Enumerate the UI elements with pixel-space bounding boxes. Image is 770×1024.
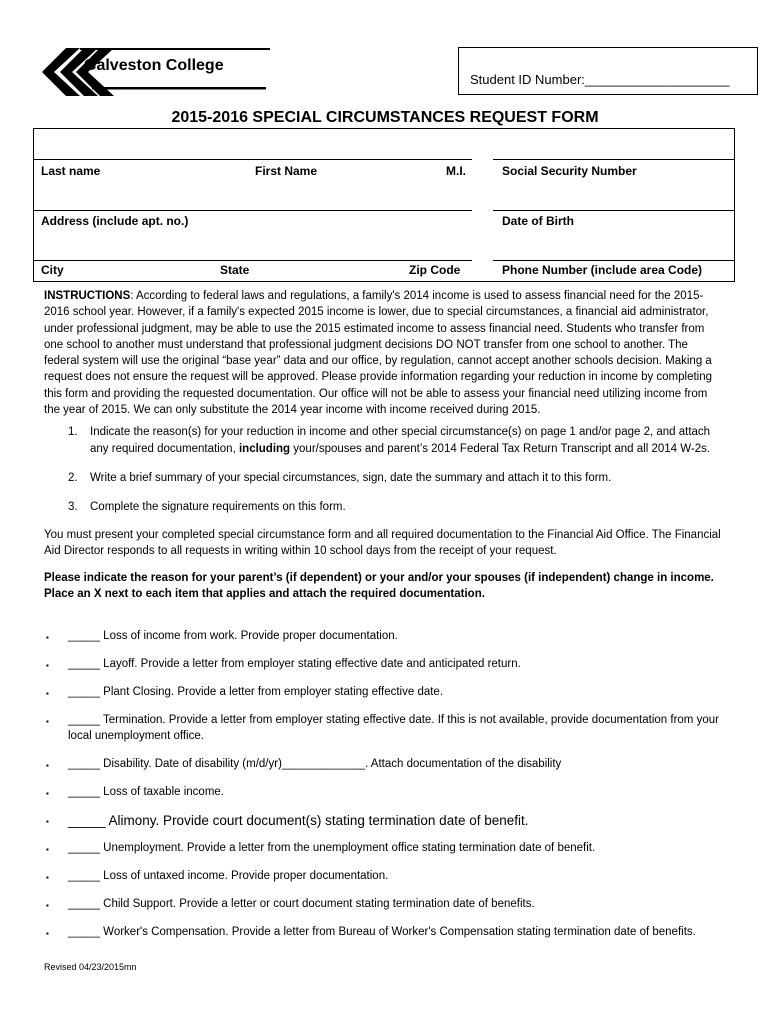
dob-line[interactable] bbox=[493, 210, 735, 211]
step-item bbox=[44, 499, 724, 515]
bullet-icon: ▪ bbox=[46, 633, 49, 642]
step-text: Write a brief summary of your special circumstances, sign, date the summary and attach it to this form. bbox=[90, 471, 612, 484]
reason-item[interactable] bbox=[44, 841, 734, 857]
student-info-box bbox=[33, 128, 735, 282]
step-number: 2. bbox=[68, 471, 78, 484]
reason-prompt: Please indicate the reason for your parent’s (if dependent) or your and/or your spouses (if independent) change in income. Place an X next to each item that applies and attach the required documentation. bbox=[44, 572, 714, 601]
reason-text: _____ Loss of income from work. Provide proper documentation. bbox=[68, 630, 398, 642]
zip-label: Zip Code bbox=[409, 263, 461, 277]
reason-text: _____ Worker's Compensation. Provide a letter from Bureau of Worker's Compensation stating termination date of benefits. bbox=[68, 925, 696, 938]
reason-text: _____ Unemployment. Provide a letter from the unemployment office stating termination date of benefit. bbox=[68, 841, 596, 854]
address-line[interactable] bbox=[34, 210, 472, 211]
first-name-label: First Name bbox=[255, 164, 318, 178]
step-number: 3. bbox=[68, 501, 78, 514]
reason-item[interactable] bbox=[44, 897, 734, 913]
reason-item[interactable] bbox=[44, 713, 734, 744]
phone-label: Phone Number (include area Code) bbox=[502, 263, 703, 277]
step-number: 1. bbox=[68, 426, 78, 439]
last-name-label: Last name bbox=[41, 164, 101, 178]
reason-item[interactable] bbox=[44, 757, 734, 773]
college-name: Galveston College bbox=[84, 57, 224, 74]
form-title: 2015-2016 SPECIAL CIRCUMSTANCES REQUEST FORM bbox=[171, 109, 599, 126]
reason-item[interactable] bbox=[44, 925, 734, 941]
reason-text: _____ Loss of untaxed income. Provide proper documentation. bbox=[68, 869, 389, 882]
name-line[interactable] bbox=[34, 159, 472, 160]
reason-item[interactable] bbox=[44, 813, 734, 829]
reason-item[interactable] bbox=[44, 785, 734, 801]
step-item bbox=[44, 470, 724, 486]
bullet-icon: ▪ bbox=[46, 788, 49, 798]
phone-line[interactable] bbox=[493, 260, 735, 261]
city-line[interactable] bbox=[34, 260, 472, 261]
ssn-label: Social Security Number bbox=[502, 164, 637, 178]
dob-label: Date of Birth bbox=[502, 214, 574, 228]
reason-text: _____ Child Support. Provide a letter or court document stating termination date of benefits. bbox=[68, 897, 535, 910]
reason-text: _____ Alimony. Provide court document(s) stating termination date of benefit. bbox=[68, 812, 529, 828]
step-text: Complete the signature requirements on this form. bbox=[90, 501, 346, 514]
reason-text: _____ Plant Closing. Provide a letter from employer stating effective date. bbox=[68, 686, 444, 698]
bullet-icon: ▪ bbox=[46, 717, 49, 726]
instructions-paragraph bbox=[44, 288, 724, 418]
instructions-body: : According to federal laws and regulations, a family's 2014 income is used to assess financial need for the 2015-2016 school year. However, if a family's expected 2015 income is lower, due to special circumstances, a financial aid administrator, under professional judgment, may be able to use the 2015 estimated income to assess financial need. Students who transfer from one school to another must understand that professional judgment decisions DO NOT transfer from one school to another. The federal system will use the original “base year” data and our office, by regulation, cannot accept another schools decision. Making a request does not ensure the request will be approved. Please provide information regarding your reduction in income by completing this form and providing the requested documentation. Our office will not be able to assess your financial need utilizing income from the year of 2015. We can only substitute the 2014 year income with income received during 2015. bbox=[44, 290, 713, 417]
bullet-icon: ▪ bbox=[46, 689, 49, 698]
student-id-box bbox=[458, 47, 758, 95]
city-label: City bbox=[41, 263, 64, 277]
bullet-icon: ▪ bbox=[46, 760, 49, 770]
instructions-heading: INSTRUCTIONS bbox=[44, 290, 131, 302]
state-label: State bbox=[220, 263, 250, 277]
reason-item[interactable] bbox=[44, 657, 734, 673]
bullet-icon: ▪ bbox=[46, 816, 49, 826]
submit-note: You must present your completed special circumstance form and all required documentation to the Financial Aid Office. The Financial Aid Director responds to all requests in writing within 10 school days from the receipt of your request. bbox=[44, 528, 721, 557]
step-text: Indicate the reason(s) for your reduction in income and other special circumstance(s) on page 1 and/or page 2, and attach any required documentation, bbox=[90, 426, 711, 455]
student-id-field[interactable]: Student ID Number:____________________ bbox=[470, 72, 730, 87]
reason-text: _____ Loss of taxable income. bbox=[68, 785, 224, 798]
address-label: Address (include apt. no.) bbox=[41, 214, 189, 228]
step-item bbox=[44, 424, 724, 457]
reason-item[interactable] bbox=[44, 869, 734, 885]
bullet-icon: ▪ bbox=[46, 900, 49, 910]
reason-item[interactable] bbox=[44, 685, 734, 701]
bullet-icon: ▪ bbox=[46, 872, 49, 882]
ssn-line[interactable] bbox=[493, 159, 735, 160]
reason-text: _____ Disability. Date of disability (m/d/yr)_____________. Attach documentation of the disability bbox=[68, 757, 562, 770]
reason-item[interactable] bbox=[44, 629, 734, 645]
bullet-icon: ▪ bbox=[46, 844, 49, 854]
instructions-section bbox=[44, 288, 724, 603]
step-text-end: your/spouses and parent’s 2014 Federal Tax Return Transcript and all 2014 W-2s. bbox=[290, 442, 711, 455]
bullet-icon: ▪ bbox=[46, 661, 49, 670]
revised-footer: Revised 04/23/2015mn bbox=[44, 962, 137, 972]
reasons-list bbox=[44, 629, 734, 953]
bullet-icon: ▪ bbox=[46, 928, 49, 938]
mi-label: M.I. bbox=[446, 164, 466, 178]
reason-text: _____ Termination. Provide a letter from employer stating effective date. If this is not available, provide documentation from your local unemployment office. bbox=[68, 714, 719, 742]
step-emphasis: including bbox=[238, 442, 291, 455]
reason-text: _____ Layoff. Provide a letter from employer stating effective date and anticipated return. bbox=[68, 658, 521, 670]
